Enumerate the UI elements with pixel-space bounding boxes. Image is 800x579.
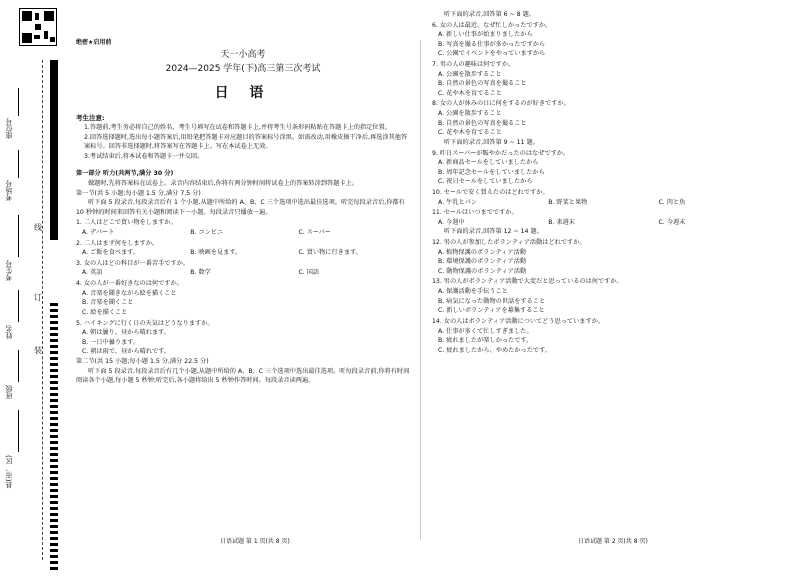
option[interactable]: C. 新しいボランティアを募集すること	[438, 307, 545, 315]
options	[76, 248, 410, 258]
question: 7. 男の人の趣味は何ですか。	[432, 61, 515, 69]
question: 12. 男の人が参加したボランティア活動はどれですか。	[432, 239, 586, 247]
seat-label: 座位号	[5, 118, 13, 139]
option[interactable]: A. 今週中	[438, 218, 465, 226]
option[interactable]: A. 公園を散歩すること	[438, 110, 502, 118]
option[interactable]: A. 音楽を聞きながら絵を描くこと	[82, 289, 177, 297]
option[interactable]: C. スーパー	[298, 229, 331, 237]
option[interactable]: A. 公園を散歩すること	[438, 70, 502, 78]
option[interactable]: B. 写真を撮る仕事が多かったですから	[438, 40, 546, 48]
option[interactable]: A. 保護活動を手伝うこと	[438, 288, 508, 296]
option[interactable]: B. コンビニ	[190, 229, 224, 237]
secret-mark: 绝密★启用前	[76, 39, 112, 46]
option[interactable]: A. 朝は曇り、昼から晴れます。	[82, 329, 170, 337]
option[interactable]: A. デパート	[82, 229, 115, 237]
option[interactable]: C. 絵を描くこと	[82, 308, 128, 316]
qr-code	[19, 8, 57, 46]
question: 11. セールはいつまでですか。	[432, 209, 518, 217]
subject-title: 日 语	[214, 85, 272, 102]
bind-char-staple: 订	[34, 293, 42, 302]
options	[432, 198, 772, 208]
left-column	[76, 10, 410, 386]
binding-dotted-line	[42, 60, 43, 560]
option[interactable]: A. 牛乳とパン	[438, 198, 477, 206]
binding-hatch	[50, 300, 58, 570]
option[interactable]: A. 新しい仕事が始まりましたから	[438, 31, 533, 39]
page-footer-right: 日语试题 第 2 页(共 8 页)	[578, 538, 648, 545]
option[interactable]: A. 英語	[82, 269, 103, 277]
option[interactable]: C. 肉と魚	[658, 198, 686, 206]
exam-org: 天一小高考	[220, 50, 266, 61]
right-column	[432, 10, 772, 355]
option[interactable]: B. 数学	[190, 269, 211, 277]
county-label: 县(市、区)	[5, 455, 13, 489]
binding-strip	[0, 0, 68, 579]
option[interactable]: B. 疲れましたが楽しかったです。	[438, 337, 533, 345]
option[interactable]: B. 自然の景色の写真を撮ること	[438, 80, 527, 88]
binding-bar	[50, 60, 58, 240]
option[interactable]: C. 国語	[298, 269, 320, 277]
notice-item: 2.回答选择题时,选出每小题答案后,用铅笔把答题卡对应题目的答案标号涂黑。如需改动,用橡皮擦干净后,再选涂其他答案标号。回答非选择题时,将答案写在答题卡上。写在本试卷上无效。	[84, 133, 408, 151]
question: 8. 女の人が休みの日に何をするのが好きですか。	[432, 100, 570, 108]
field-line	[18, 150, 19, 178]
section1-desc: 听下面 5 段录音,每段录音后有 1 个小题,从题中所给的 A、B、C 三个选项中选出最佳选项。听完每段录音后,你都有 10 秒钟的时间来回答有关小题和阅读下一小题。每段录音只播放一遍。	[76, 199, 405, 216]
page-footer-left: 日语试题 第 1 页(共 8 页)	[220, 538, 290, 545]
option[interactable]: C. 公園でイベントをやっていますから	[438, 50, 546, 58]
option[interactable]: B. 来週末	[548, 218, 575, 226]
question: 1. 二人はどこで買い物をしますか。	[76, 219, 177, 227]
option[interactable]: A. 仕事が多くて忙しすぎました。	[438, 327, 533, 335]
notice-heading: 考生注意:	[76, 113, 105, 122]
question: 3. 女の人はどの科目が一番苦手ですか。	[76, 259, 190, 267]
option[interactable]: C. 花や木を育てること	[438, 89, 502, 97]
option[interactable]: B. 自然の景色の写真を撮ること	[438, 119, 527, 127]
room-label: 考场号	[5, 180, 13, 201]
option[interactable]: B. 病気になった動物の世話をすること	[438, 297, 546, 305]
option[interactable]: A. 新商品セールをしていましたから	[438, 159, 539, 167]
option[interactable]: B. 周年記念セールをしていましたから	[438, 168, 545, 176]
option[interactable]: B. 一日中曇ります。	[82, 338, 140, 346]
option[interactable]: C. 買い物に行きます。	[298, 249, 362, 257]
field-line	[18, 410, 19, 452]
bind-char-line: 线	[34, 223, 42, 232]
options	[432, 218, 772, 228]
question: 9. 昨日スーパーが賑やかだったのはなぜですか。	[432, 149, 570, 157]
part1-intro: 做题时,先将答案标在试卷上。录音内容结束后,你将有两分钟时间将试卷上的答案转涂到答题卡上。	[88, 179, 358, 187]
options	[76, 268, 410, 278]
option[interactable]: B. 野菜と果物	[548, 198, 588, 206]
exam-title: 2024—2025 学年(下)高三第三次考试	[165, 64, 321, 75]
option[interactable]: B. 映画を見ます。	[190, 249, 242, 257]
option[interactable]: C. 疲れましたから、やめたかったです。	[438, 346, 551, 354]
option[interactable]: C. 朝は雨で、昼から晴れです。	[82, 348, 171, 356]
section2-heading: 第二节(共 15 小题;每小题 1.5 分,满分 22.5 分)	[76, 357, 209, 365]
section1-heading: 第一节(共 5 小题;每小题 1.5 分,满分 7.5 分)	[76, 189, 201, 197]
class-label: 班级	[5, 385, 13, 399]
option[interactable]: B. 環境保護のボランティア活動	[438, 258, 527, 266]
group-instruction: 听下面的录音,回答第 9 ~ 11 题。	[444, 138, 539, 146]
option[interactable]: C. 祝日セールをしていましたから	[438, 178, 533, 186]
section2-desc: 听下面 5 段录音,每段录音后有几个小题,从题中所给的 A、B、C 三个选项中选出最佳选项。听每段录音前,你将有时间阅读各个小题,每小题 5 秒钟;听完后,各小题将给出 5 秒钟作答时间。每段录音读两遍。	[76, 367, 410, 385]
notice-item: 3.考试结束后,将本试卷和答题卡一并交回。	[84, 152, 204, 160]
question: 4. 女の人が一番好きなのは何ですか。	[76, 280, 183, 288]
question: 6. 女の人は最近、なぜ忙しかったですか。	[432, 21, 552, 29]
options	[76, 228, 410, 238]
field-line	[18, 215, 19, 257]
part1-heading: 第一部分 听力(共两节,满分 30 分)	[76, 170, 174, 178]
field-line	[18, 290, 19, 322]
option[interactable]: C. 花や木を育てること	[438, 129, 502, 137]
question: 2. 二人はまず何をしますか。	[76, 239, 159, 247]
name-label: 姓名	[5, 325, 13, 339]
option[interactable]: B. 音楽を聞くこと	[82, 299, 134, 307]
bind-char-bind: 装	[34, 346, 42, 355]
candidate-number-label: 考生号	[5, 260, 13, 281]
question: 5. ハイキングに行く日の天気はどうなりますか。	[76, 319, 214, 327]
field-line	[18, 350, 19, 382]
field-line	[18, 88, 19, 116]
group-instruction: 听下面的录音,回答第 6 ~ 8 题。	[444, 11, 535, 18]
option[interactable]: C. 動物保護のボランティア活動	[438, 267, 527, 275]
notice-item: 1.答题前,考生务必将自己的姓名、考生号填写在试卷和答题卡上,并将考生号条形码粘贴在答题卡上的指定位置。	[84, 123, 391, 131]
question: 14. 女の人はボランティア活動についてどう思っていますか。	[432, 317, 605, 325]
question: 13. 男の人がボランティア活動で大変だと思っているのは何ですか。	[432, 278, 623, 286]
option[interactable]: C. 今週末	[658, 218, 686, 226]
option[interactable]: A. 植物保護のボランティア活動	[438, 248, 526, 256]
question: 10. セールで安く買えたのはどれですか。	[432, 188, 549, 196]
column-divider	[420, 40, 421, 540]
group-instruction: 听下面的录音,回答第 12 ~ 14 题。	[444, 228, 543, 236]
option[interactable]: A. ご飯を食べます。	[82, 249, 140, 257]
